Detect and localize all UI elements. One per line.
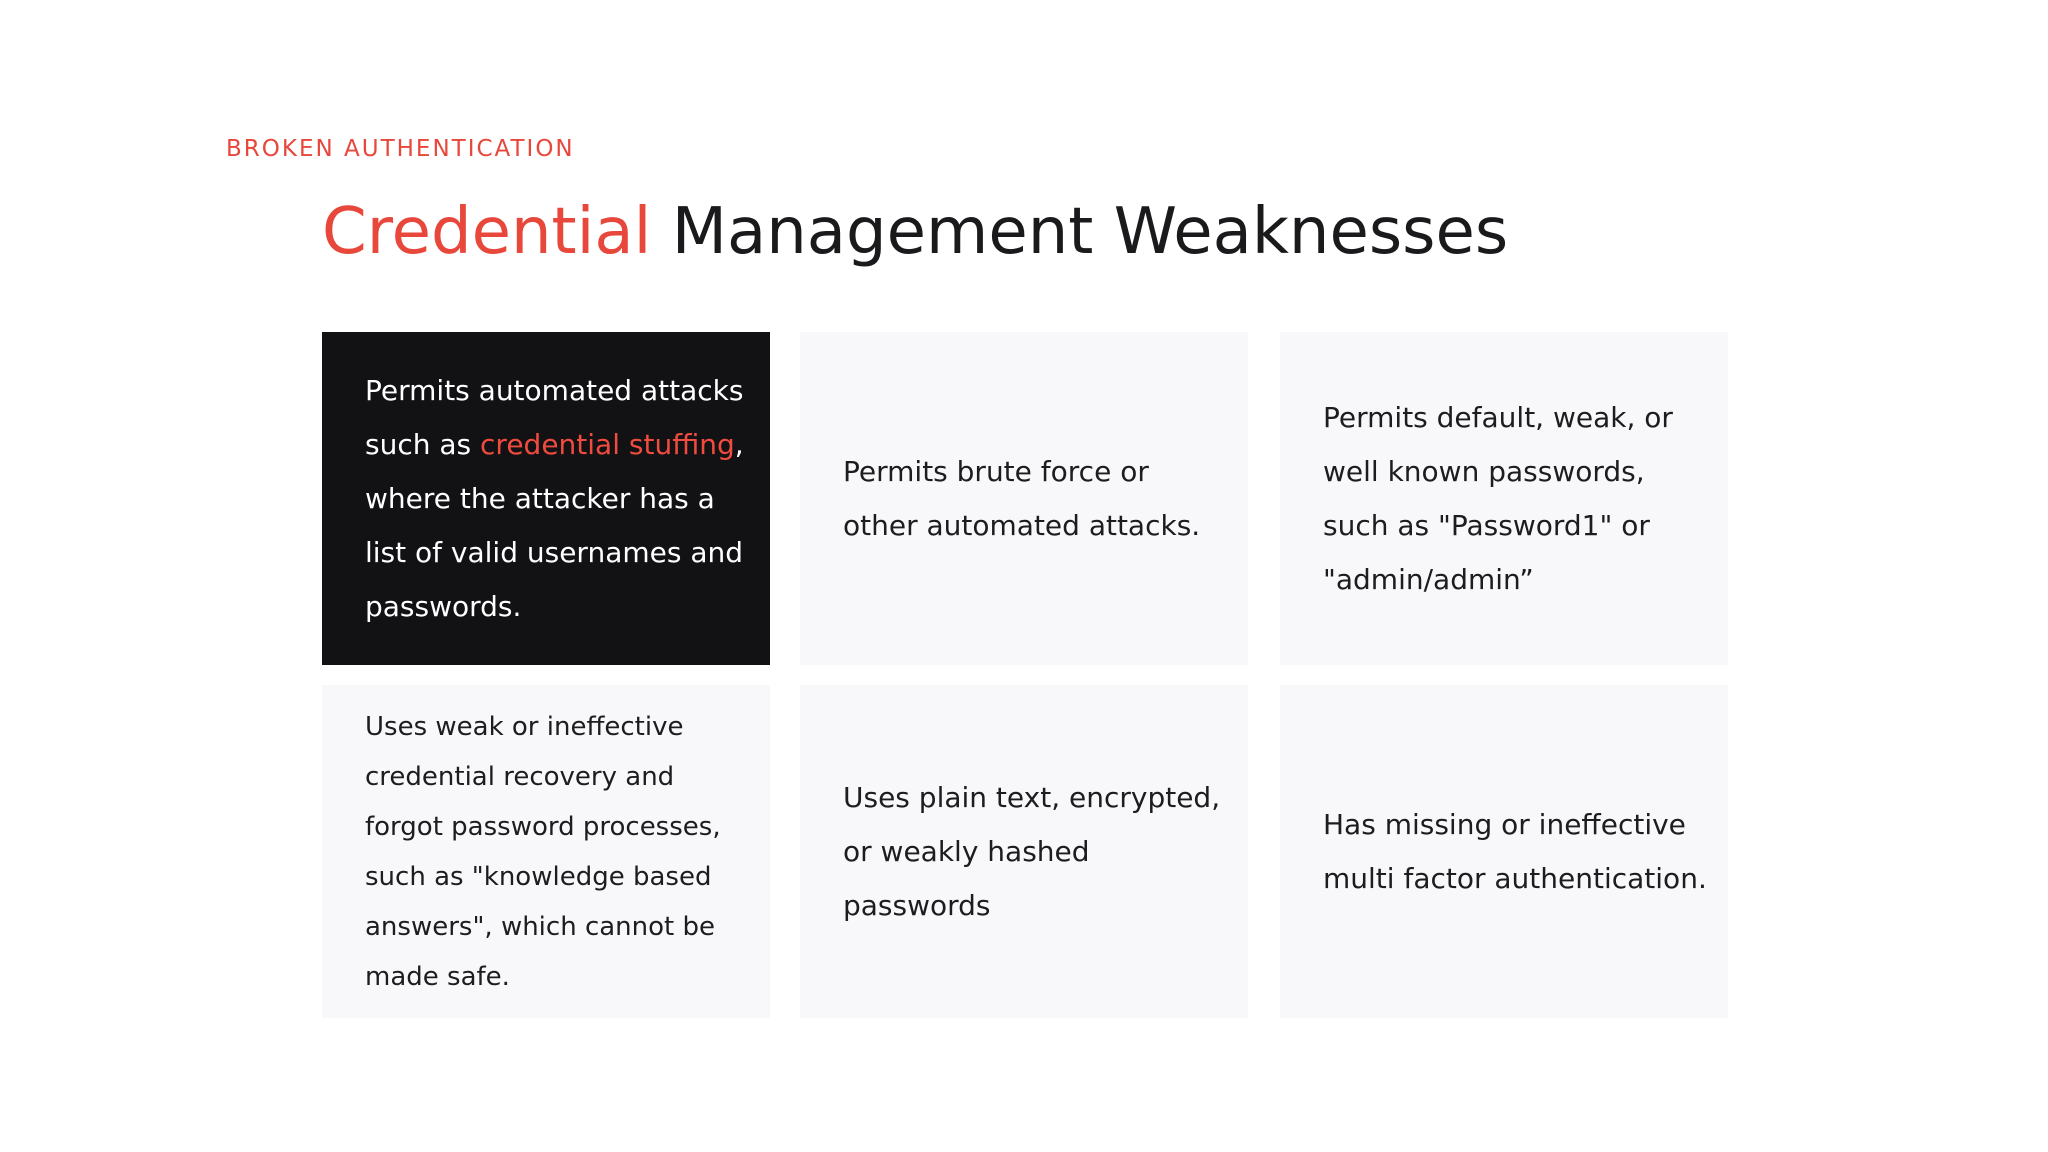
weakness-text: Uses plain text, encrypted, or weakly hashed passwords [843,780,1221,922]
weakness-card-credential-stuffing [322,332,770,665]
weakness-card-brute-force [800,332,1248,665]
weakness-text [365,364,745,634]
weakness-card-default-passwords [1280,332,1728,665]
weakness-text-after: , where the attacker has a list of valid usernames and passwords. [365,427,744,623]
weakness-card-credential-recovery [322,685,770,1018]
weakness-text: Permits default, weak, or well known passwords, such as "Password1" or "admin/admin” [1323,400,1673,596]
section-eyebrow: BROKEN AUTHENTICATION [226,136,575,162]
weakness-text: Has missing or ineffective multi factor authentication. [1323,807,1707,895]
weakness-grid [322,332,1728,1018]
slide-title [322,190,1508,274]
weakness-text: Permits brute force or other automated attacks. [843,454,1201,542]
weakness-card-password-storage [800,685,1248,1018]
weakness-text-before: Permits automated attacks such as [365,373,744,461]
weakness-card-mfa [1280,685,1728,1018]
weakness-highlight: credential stuffing [480,427,735,461]
weakness-text: Uses weak or ineffective credential recovery and forgot password processes, such as "knowledge based answers", which cannot be made safe. [365,711,721,992]
title-accent: Credential [322,195,652,269]
title-rest: Management Weaknesses [651,195,1509,269]
